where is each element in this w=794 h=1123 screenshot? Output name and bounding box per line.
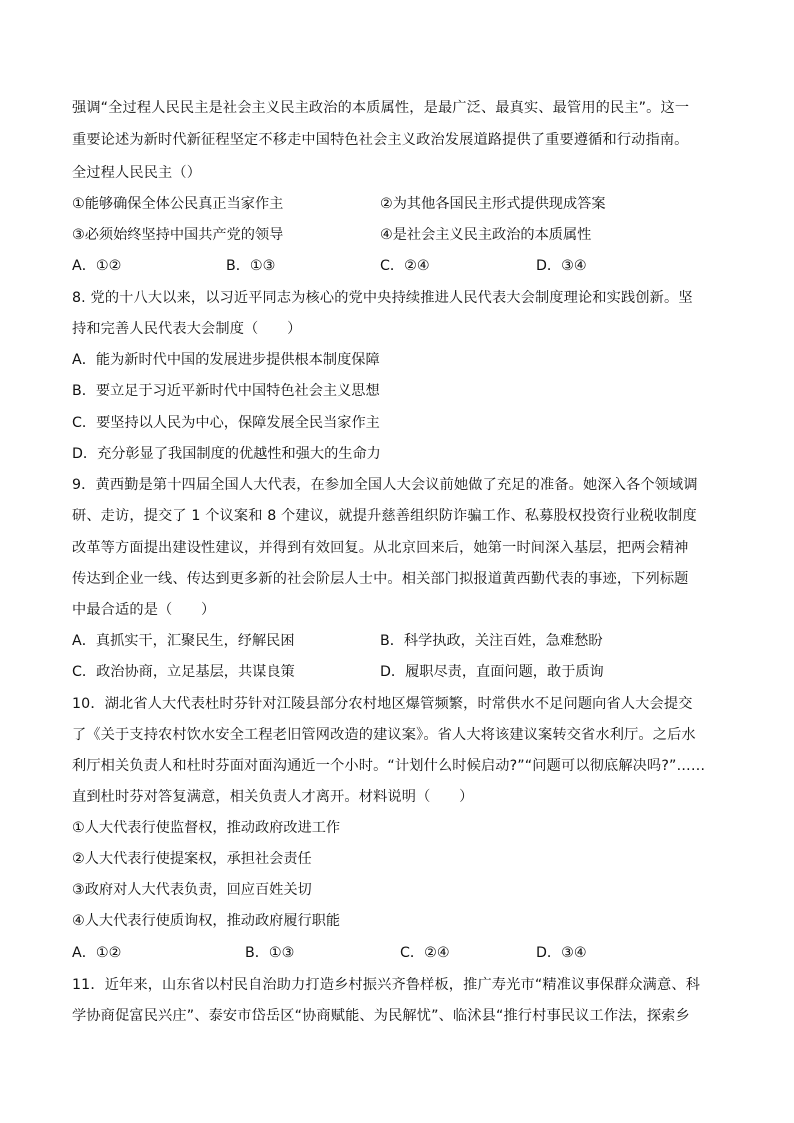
q10-stem-line-1: 10．湖北省人大代表杜时芬针对江陵县部分农村地区爆管频繁，时常供水不足问题向省人大会提交: [72, 696, 693, 712]
q10-stem-line-2: 了《关于支持农村饮水安全工程老旧管网改造的建议案》。省人大将该建议案转交省水利厅。之后水: [72, 727, 696, 743]
q8-stem-line-2: 持和完善人民代表大会制度（ ）: [72, 321, 302, 337]
statement-3: ③必须始终坚持中国共产党的领导: [72, 227, 284, 243]
q11-stem-line-1: 11．近年来，山东省以村民自治助力打造乡村振兴齐鲁样板，推广寿光市“精准议事保群众满意、科: [72, 977, 701, 993]
q8-option-b: B．要立足于习近平新时代中国特色社会主义思想: [72, 383, 380, 399]
intro-line-3: 全过程人民民主（）: [72, 165, 202, 181]
q9-option-d: D．履职尽责，直面问题，敢于质询: [380, 664, 604, 680]
q10-option-b: B．①③: [245, 945, 295, 961]
statement-1: ①能够确保全体公民真正当家作主: [72, 196, 284, 212]
q11-stem-line-2: 学协商促富民兴庄”、泰安市岱岳区“协商赋能、为民解忧”、临沭县“推行村事民议工作法，探索乡: [72, 1008, 690, 1024]
q9-option-c: C．政治协商，立足基层，共谋良策: [72, 664, 295, 680]
statement-2: ②为其他各国民主形式提供现成答案: [380, 196, 606, 212]
q7-option-b: B．①③: [226, 258, 276, 274]
q10-statement-3: ③政府对人大代表负责，回应百姓关切: [72, 882, 312, 898]
q10-statement-2: ②人大代表行使提案权，承担社会责任: [72, 851, 312, 867]
intro-line-1: 强调“全过程人民民主是社会主义民主政治的本质属性，是最广泛、最真实、最管用的民主”。这一: [72, 100, 690, 116]
q10-option-c: C．②④: [400, 945, 450, 961]
q8-option-d: D．充分彰显了我国制度的优越性和强大的生命力: [72, 446, 381, 462]
statement-4: ④是社会主义民主政治的本质属性: [380, 227, 592, 243]
q10-option-d: D．③④: [536, 945, 587, 961]
q8-option-a: A．能为新时代中国的发展进步提供根本制度保障: [72, 352, 380, 368]
q10-statement-4: ④人大代表行使质询权，推动政府履行职能: [72, 913, 341, 929]
q9-stem-line-1: 9．黄西勤是第十四届全国人大代表，在参加全国人大会议前她做了充足的准备。她深入各个领域调: [72, 477, 698, 493]
q9-stem-line-4: 传达到企业一线、传达到更多新的社会阶层人士中。相关部门拟报道黄西勤代表的事迹，下列标题: [72, 571, 689, 587]
q7-option-a: A．①②: [72, 258, 122, 274]
q9-stem-line-5: 中最合适的是（ ）: [72, 602, 216, 618]
q9-option-a: A．真抓实干，汇聚民生，纾解民困: [72, 633, 295, 649]
q9-stem-line-2: 研、走访，提交了 1 个议案和 8 个建议，就提升慈善组织防诈骗工作、私募股权投资行业税收制度: [72, 508, 697, 524]
q10-stem-line-3: 利厅相关负责人和杜时芬面对面沟通近一个小时。“计划什么时候启动?”“问题可以彻底解决吗?”……: [72, 758, 706, 774]
q8-stem-line-1: 8. 党的十八大以来，以习近平同志为核心的党中央持续推进人民代表大会制度理论和实践创新。坚: [72, 290, 693, 306]
q10-stem-line-4: 直到杜时芬对答复满意，相关负责人才离开。材料说明（ ）: [72, 789, 474, 805]
q9-stem-line-3: 改革等方面提出建设性建议，并得到有效回复。从北京回来后，她第一时间深入基层，把两会精神: [72, 540, 689, 556]
intro-line-2: 重要论述为新时代新征程坚定不移走中国特色社会主义政治发展道路提供了重要遵循和行动指南。: [72, 132, 689, 148]
q7-option-d: D．③④: [536, 258, 587, 274]
q7-option-c: C．②④: [380, 258, 430, 274]
q10-statement-1: ①人大代表行使监督权，推动政府改进工作: [72, 820, 341, 836]
q9-option-b: B．科学执政，关注百姓，急难愁盼: [380, 633, 603, 649]
q8-option-c: C．要坚持以人民为中心，保障发展全民当家作主: [72, 415, 380, 431]
q10-option-a: A．①②: [72, 945, 122, 961]
